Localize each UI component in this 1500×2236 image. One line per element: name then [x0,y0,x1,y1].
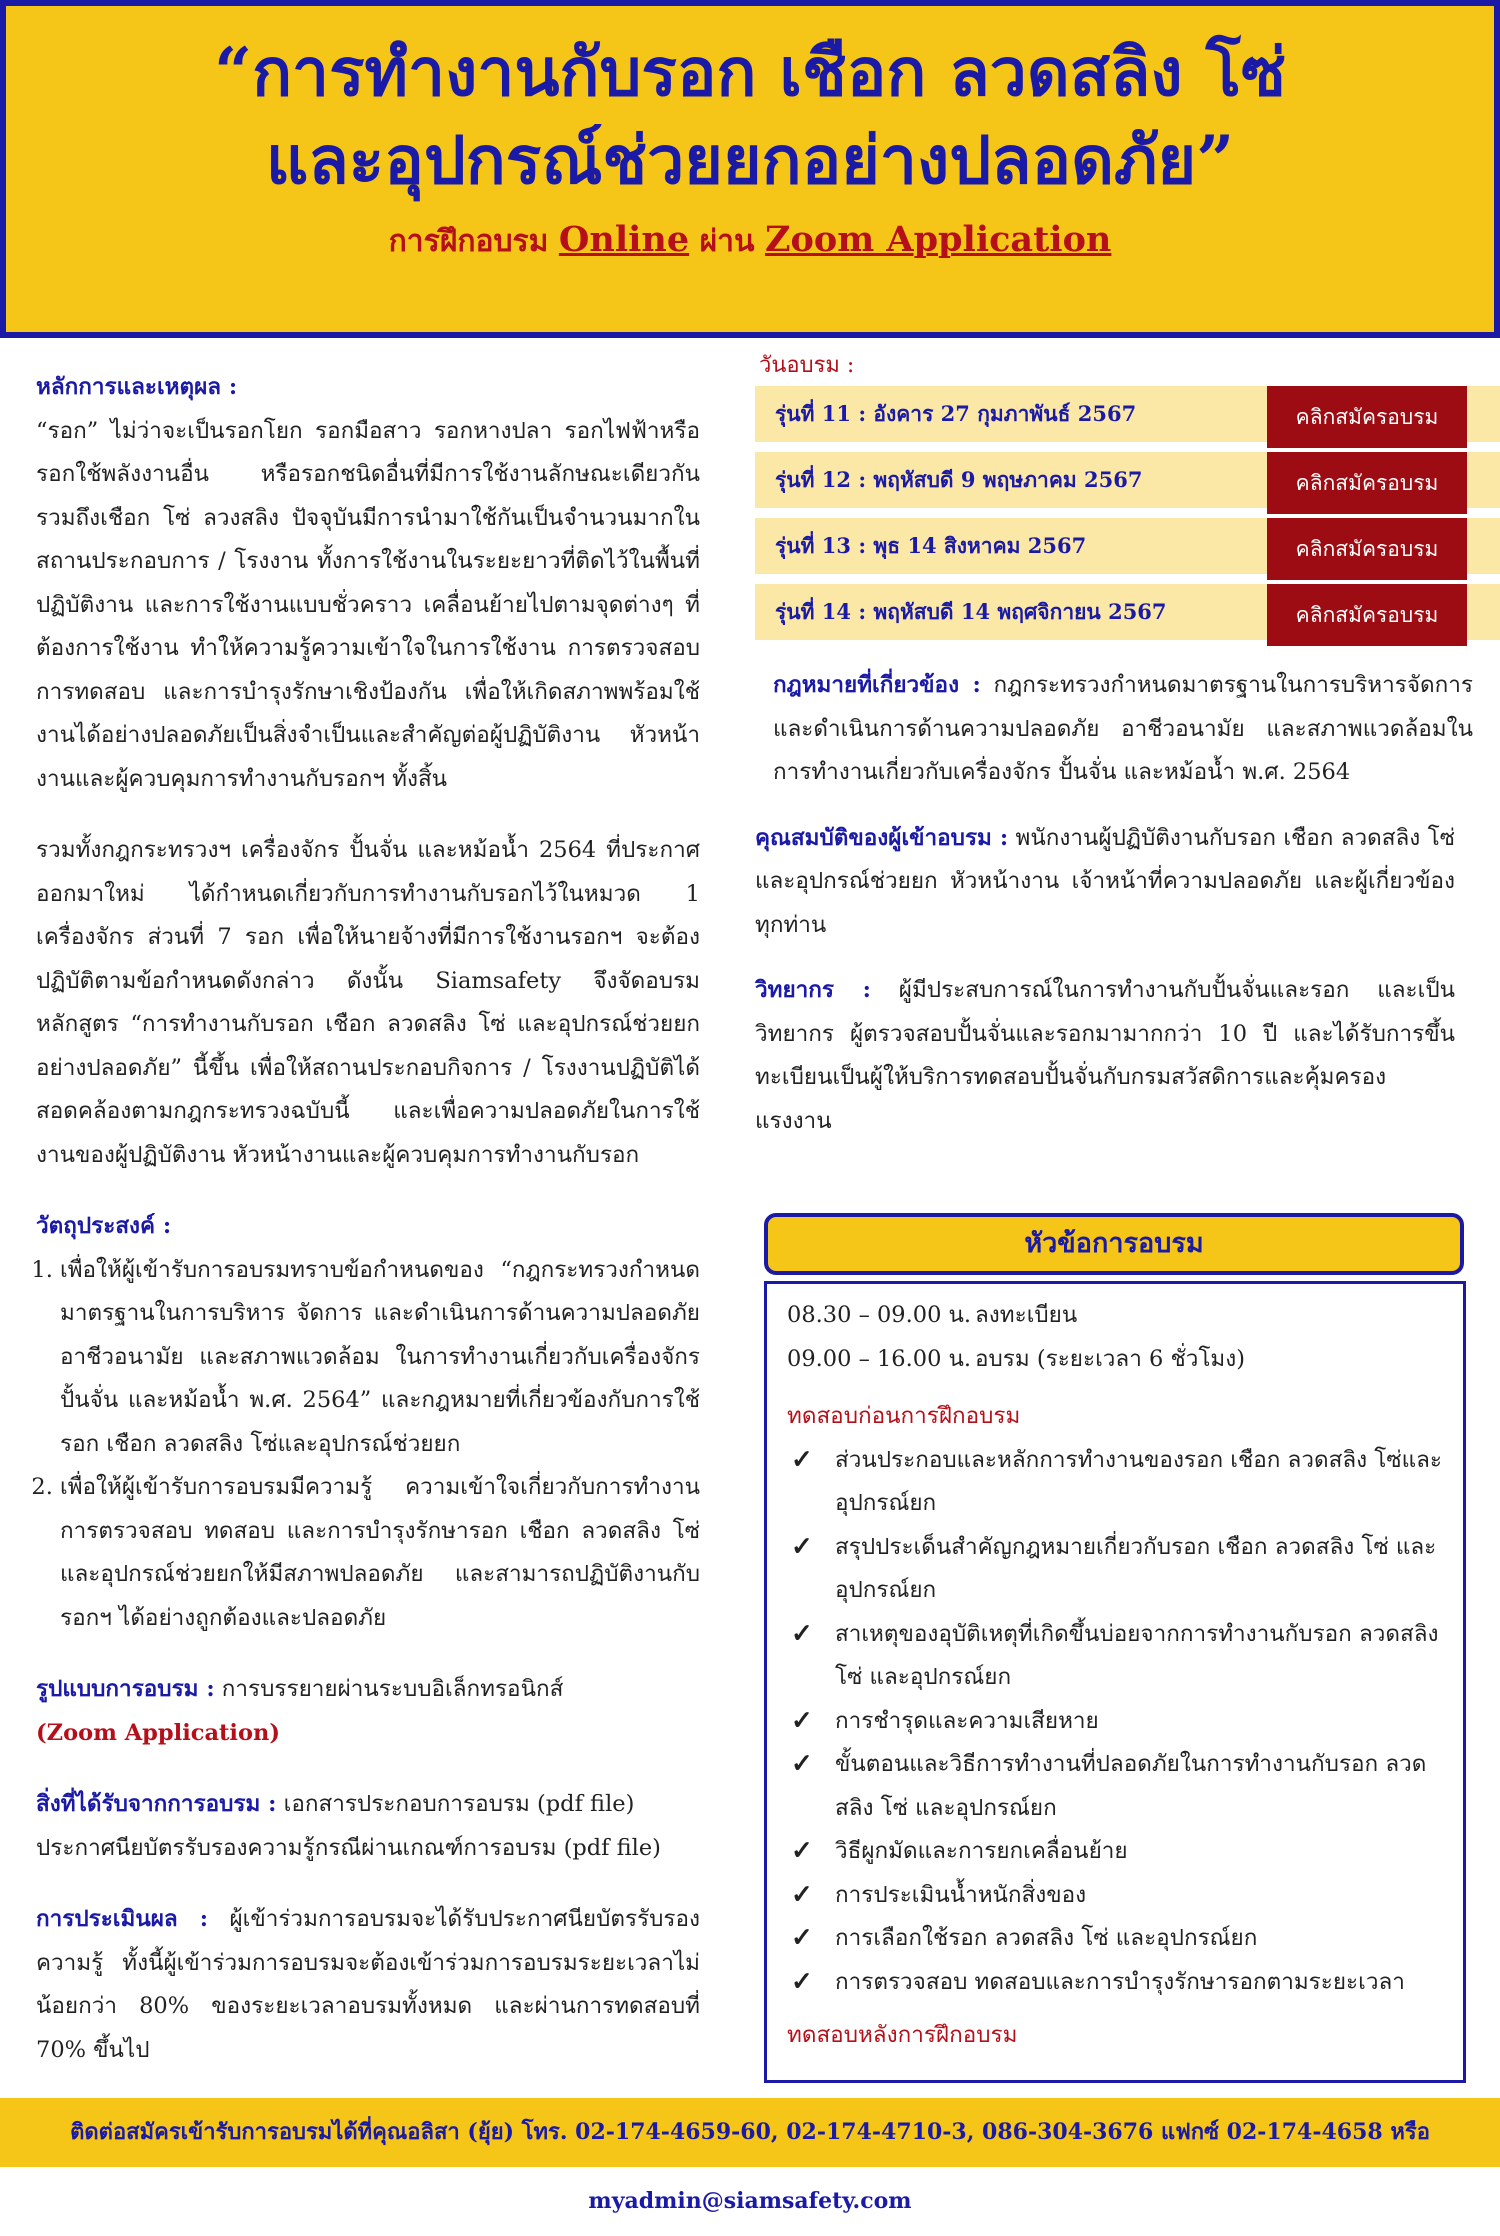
topics-box [764,1281,1466,2083]
check-icon: ✓ [791,1966,813,1997]
topics-heading: หัวข้อการอบรม [764,1213,1464,1275]
schedule-row [787,1294,1445,1338]
check-icon: ✓ [791,1749,813,1779]
schedule-activity: อบรม (ระยะเวลา 6 ชั่วโมง) [975,1345,1246,1372]
qualification-heading: คุณสมบัติของผู้เข้าอบรม : [755,824,1009,851]
session-row [755,386,1500,442]
format-text: การบรรยายผ่านระบบอิเล็กทรอนิกส์ [214,1676,564,1702]
speaker-section [755,969,1455,1143]
objective-item: 2. เพื่อให้ผู้เข้ารับการอบรมมีความรู้ ความเข้าใจเกี่ยวกับการทำงาน การตรวจสอบ ทดสอบ และการบำรุงรักษารอก เชือก ลวดสลิง โซ่ และอุปกรณ์ช่วยยกให้มีสภาพปลอดภัย และสามารถปฏิบัติงานกับรอกฯ ได้อย่างถูกต้องและปลอดภัย [60,1466,700,1640]
session-row [755,584,1500,640]
topic-text: การตรวจสอบ ทดสอบและการบำรุงรักษารอกตามระยะเวลา [835,1968,1405,1995]
subtitle [6,218,1494,265]
subtitle-prefix: การฝึกอบรม [388,224,559,259]
topic-item [787,1700,1445,1744]
right-column [755,346,1500,1143]
schedule-activity: ลงทะเบียน [975,1302,1078,1328]
check-icon: ✓ [791,1531,813,1562]
evaluation-heading: การประเมินผล : [36,1906,209,1932]
check-icon: ✓ [791,1836,813,1866]
topic-text: ขั้นตอนและวิธีการทำงานที่ปลอดภัยในการทำงานกับรอก ลวดสลิง โซ่ และอุปกรณ์ยก [835,1751,1427,1821]
schedule-time: 08.30 – 09.00 น. [787,1302,972,1328]
topic-item [787,1526,1445,1613]
topic-item [787,1917,1445,1961]
register-button[interactable]: คลิกสมัครอบรม [1267,518,1467,580]
topic-item [787,1961,1445,2005]
topic-text: สาเหตุของอุบัติเหตุที่เกิดขึ้นบ่อยจากการทำงานกับรอก ลวดสลิง โซ่ และอุปกรณ์ยก [835,1620,1439,1690]
left-column [36,366,700,2072]
rationale-heading: หลักการและเหตุผล : [36,374,238,400]
objectives-heading: วัตถุประสงค์ : [36,1213,172,1239]
topic-text: การเลือกใช้รอก ลวดสลิง โซ่ และอุปกรณ์ยก [835,1925,1258,1951]
session-label: รุ่นที่ 13 : พุธ 14 สิงหาคม 2567 [775,533,1087,558]
topic-text: การชำรุดและความเสียหาย [835,1707,1099,1734]
subtitle-online: Online [558,219,690,260]
title-banner [0,0,1500,338]
rationale-paragraph-2: รวมทั้งกฎกระทรวงฯ เครื่องจักร ปั้นจั่น และหม้อน้ำ 2564 ที่ประกาศออกมาใหม่ ได้กำหนดเกี่ยวกับการทำงานกับรอกไว้ในหมวด 1 เครื่องจักร ส่วนที่ 7 รอก เพื่อให้นายจ้างที่มีการใช้งานรอกฯ จะต้องปฏิบัติตามข้อกำหนดดังกล่าว ดังนั้น Siamsafety จึงจัดอบรมหลักสูตร “การทำงานกับรอก เชือก ลวดสลิง โซ่ และอุปกรณ์ช่วยยกอย่างปลอดภัย” นี้ขึ้น เพื่อให้สถานประกอบกิจการ / โรงงานปฏิบัติได้สอดคล้องตามกฎกระทรวงฉบับนี้ และเพื่อความปลอดภัยในการใช้งานของผู้ปฏิบัติงาน หัวหน้างานและผู้ควบคุมการทำงานกับรอก [36,837,700,1168]
received-section [36,1783,700,1827]
qualification-section [755,817,1455,948]
title-line-2: และอุปกรณ์ช่วยยกอย่างปลอดภัย” [265,121,1235,199]
subtitle-mid: ผ่าน [689,224,765,259]
received-line-2: ประกาศนียบัตรรับรองความรู้กรณีผ่านเกณฑ์การอบรม (pdf file) [36,1834,661,1861]
check-icon: ✓ [791,1879,813,1910]
check-icon: ✓ [791,1444,813,1475]
objectives-list [36,1249,700,1641]
topic-item [787,1439,1445,1526]
format-zoom: (Zoom Application) [36,1719,280,1746]
contact-footer: ติดต่อสมัครเข้ารับการอบรมได้ที่คุณอลิสา (ยุ้ย) โทร. 02-174-4659-60, 02-174-4710-3, 086-304-3676 แฟกซ์ 02-174-4658 หรือ myadmin@siamsafety.com [0,2098,1500,2167]
topic-text: สรุปประเด็นสำคัญกฎหมายเกี่ยวกับรอก เชือก ลวดสลิง โซ่ และอุปกรณ์ยก [835,1533,1437,1603]
schedule-time: 09.00 – 16.00 น. [787,1345,972,1372]
session-row [755,452,1500,508]
topics-list [787,1439,1445,2005]
law-section [773,664,1473,795]
qualification-text: พนักงานผู้ปฏิบัติงานกับรอก เชือก ลวดสลิง โซ่และอุปกรณ์ช่วยยก หัวหน้างาน เจ้าหน้าที่ความปลอดภัย และผู้เกี่ยวข้องทุกท่าน [755,824,1455,938]
speaker-text: ผู้มีประสบการณ์ในการทำงานกับปั้นจั่นและรอก และเป็นวิทยากร ผู้ตรวจสอบปั้นจั่นและรอกมามากกว่า 10 ปี และได้รับการขึ้นทะเบียนเป็นผู้ให้บริการทดสอบปั้นจั่นกับกรมสวัสดิการและคุ้มครองแรงงาน [755,977,1455,1134]
objective-item: 1. เพื่อให้ผู้เข้ารับการอบรมทราบข้อกำหนดของ “กฎกระทรวงกำหนดมาตรฐานในการบริหาร จัดการ และดำเนินการด้านความปลอดภัย อาชีวอนามัย และสภาพแวดล้อม ในการทำงานเกี่ยวกับเครื่องจักร ปั้นจั่น และหม้อน้ำ พ.ศ. 2564” และกฎหมายที่เกี่ยวข้องกับการใช้รอก เชือก ลวดสลิง โซ่และอุปกรณ์ช่วยยก [60,1249,700,1467]
register-button[interactable]: คลิกสมัครอบรม [1267,584,1467,646]
topic-item [787,1613,1445,1700]
register-button[interactable]: คลิกสมัครอบรม [1267,452,1467,514]
topic-item [787,1874,1445,1918]
session-label: รุ่นที่ 11 : อังคาร 27 กุมภาพันธ์ 2567 [775,401,1137,426]
topic-text: ส่วนประกอบและหลักการทำงานของรอก เชือก ลวดสลิง โซ่และอุปกรณ์ยก [835,1446,1442,1516]
session-row [755,518,1500,574]
topic-item [787,1743,1445,1830]
law-text: กฎกระทรวงกำหนดมาตรฐานในการบริหารจัดการ และดำเนินการด้านความปลอดภัย อาชีวอนามัย และสภาพแวดล้อมในการทำงานเกี่ยวกับเครื่องจักร ปั้นจั่น และหม้อน้ำ พ.ศ. 2564 [773,672,1473,785]
format-section [36,1668,700,1712]
topic-text: วิธีผูกมัดและการยกเคลื่อนย้าย [835,1838,1128,1864]
schedule-row [787,1338,1445,1382]
pretest-label: ทดสอบก่อนการฝึกอบรม [787,1403,1021,1429]
received-line-1: เอกสารประกอบการอบรม (pdf file) [276,1791,635,1817]
law-heading: กฎหมายที่เกี่ยวข้อง : [773,672,981,698]
subtitle-zoom: Zoom Application [764,219,1112,260]
session-label: รุ่นที่ 12 : พฤหัสบดี 9 พฤษภาคม 2567 [775,467,1143,492]
evaluation-section [36,1898,700,2072]
rationale-paragraph-1: “รอก” ไม่ว่าจะเป็นรอกโยก รอกมือสาว รอกหางปลา รอกไฟฟ้าหรือรอกใช้พลังงานอื่น หรือรอกชนิดอื่นที่มีการใช้งานลักษณะเดียวกัน รวมถึงเชือก โซ่ ลวงสลิง ปัจจุบันมีการนำมาใช้กันเป็นจำนวนมากในสถานประกอบการ / โรงงาน ทั้งการใช้งานในระยะยาวที่ติดไว้ในพื้นที่ปฏิบัติงาน และการใช้งานแบบชั่วคราว เคลื่อนย้ายไปตามจุดต่างๆ ที่ต้องการใช้งาน ทำให้ความรู้ความเข้าใจในการใช้งาน การตรวจสอบ การทดสอบ และการบำรุงรักษาเชิงป้องกัน เพื่อให้เกิดสภาพพร้อมใช้งานได้อย่างปลอดภัยเป็นสิ่งจำเป็นและสำคัญต่อผู้ปฏิบัติงาน หัวหน้างานและผู้ควบคุมการทำงานกับรอกฯ ทั้งสิ้น [36,417,700,792]
topic-text: การประเมินน้ำหนักสิ่งของ [835,1881,1087,1908]
posttest-label: ทดสอบหลังการฝึกอบรม [787,2022,1018,2048]
dates-heading: วันอบรม : [759,353,855,378]
check-icon: ✓ [791,1923,813,1953]
check-icon: ✓ [791,1705,813,1736]
speaker-heading: วิทยากร : [755,977,871,1003]
title-line-1: “การทำงานกับรอก เชือก ลวดสลิง โซ่ [214,33,1286,111]
topic-item [787,1830,1445,1874]
received-heading: สิ่งที่ได้รับจากการอบรม : [36,1791,277,1817]
register-button[interactable]: คลิกสมัครอบรม [1267,386,1467,448]
check-icon: ✓ [791,1618,813,1649]
session-label: รุ่นที่ 14 : พฤหัสบดี 14 พฤศจิกายน 2567 [775,599,1167,624]
evaluation-text: ผู้เข้าร่วมการอบรมจะได้รับประกาศนียบัตรรับรองความรู้ ทั้งนี้ผู้เข้าร่วมการอบรมจะต้องเข้าร่วมการอบรมระยะเวลาไม่น้อยกว่า 80% ของระยะเวลาอบรมทั้งหมด และผ่านการทดสอบที่ 70% ขึ้นไป [36,1906,701,2063]
format-heading: รูปแบบการอบรม : [36,1676,215,1702]
